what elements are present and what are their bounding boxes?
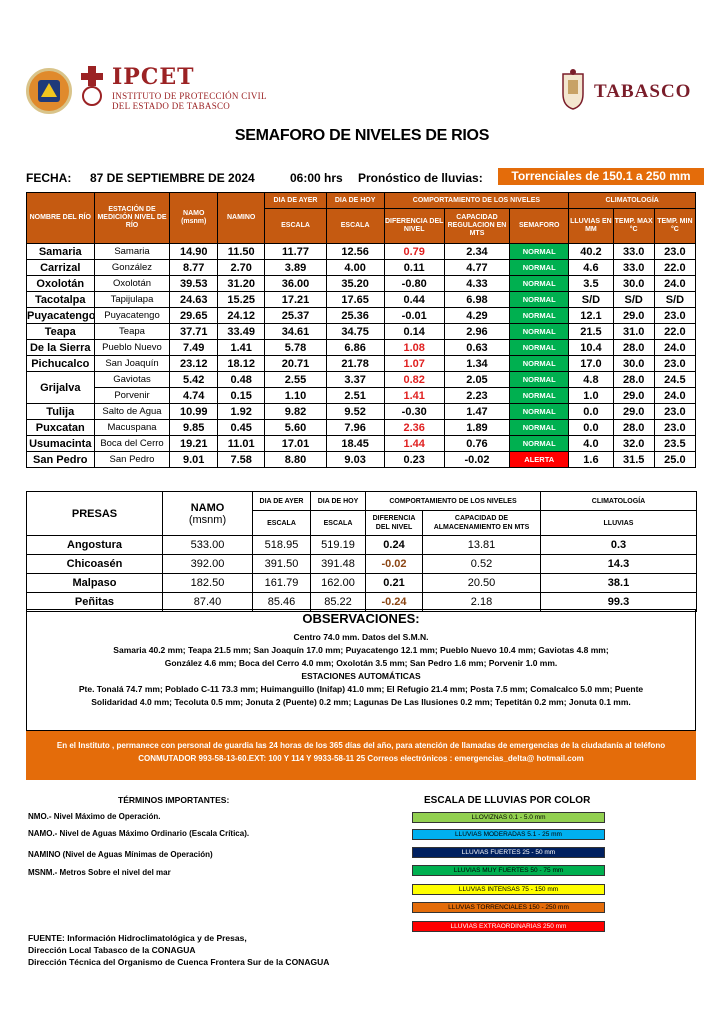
source-line: FUENTE: Información Hidroclimatológica y de Presas,	[28, 933, 247, 943]
river-namo-cell: 14.90	[170, 244, 217, 260]
dam-capacidad-cell: 2.18	[423, 593, 541, 612]
col-namo: NAMO (msnm)	[170, 193, 217, 244]
rain-scale-item: LLUVIAS EXTRAORDINARIAS 250 mm	[412, 921, 605, 932]
river-semaforo-cell: NORMAL	[510, 420, 569, 436]
river-escala-ayer-cell: 17.21	[265, 292, 326, 308]
dam-diferencia-cell: -0.24	[366, 593, 423, 612]
river-escala-ayer-cell: 5.78	[265, 340, 326, 356]
dam-row	[27, 574, 697, 593]
river-escala-ayer-cell: 11.77	[265, 244, 326, 260]
dam-lluvia-cell: 38.1	[541, 574, 697, 593]
institute-contact-line: CONMUTADOR 993-58-13-60.EXT: 100 Y 114 Y 9933-58-11 25 Correos electrónicos : emergencias_delta@ hotmail.com	[138, 754, 584, 763]
river-escala-hoy-cell: 18.45	[326, 436, 384, 452]
dam-diferencia-cell: -0.02	[366, 555, 423, 574]
river-rio-cell: De la Sierra	[27, 340, 95, 356]
fecha-value: 87 DE SEPTIEMBRE DE 2024	[90, 171, 255, 185]
rain-scale-title: ESCALA DE LLUVIAS POR COLOR	[424, 795, 591, 806]
river-tmin-cell: 24.0	[654, 276, 695, 292]
obs-line: Centro 74.0 mm. Datos del S.M.N.	[293, 632, 429, 642]
river-station-cell: Oxolotán	[94, 276, 170, 292]
dam-name-cell: Malpaso	[27, 574, 163, 593]
river-namino-cell: 0.48	[217, 372, 264, 388]
river-semaforo-cell: NORMAL	[510, 324, 569, 340]
river-lluvia-cell: 0.0	[569, 404, 613, 420]
river-escala-hoy-cell: 7.96	[326, 420, 384, 436]
dam-namo-cell: 182.50	[163, 574, 253, 593]
river-lluvia-cell: 40.2	[569, 244, 613, 260]
dam-name-cell: Peñitas	[27, 593, 163, 612]
river-semaforo-cell: NORMAL	[510, 372, 569, 388]
dam-lluvia-cell: 14.3	[541, 555, 697, 574]
river-capacidad-cell: 0.76	[444, 436, 509, 452]
presas-col-dia-hoy: DIA DE HOY	[311, 492, 366, 511]
river-tmin-cell: 24.5	[654, 372, 695, 388]
document-title: SEMAFORO DE NIVELES DE RIOS	[234, 127, 490, 144]
ipcet-seal-logo	[26, 68, 72, 114]
col-capacidad: CAPACIDAD REGULACION EN MTS	[444, 209, 509, 244]
ipcet-emblem-icon	[78, 64, 106, 110]
terms-title: TÉRMINOS IMPORTANTES:	[118, 795, 230, 805]
river-station-cell: Puyacatengo	[94, 308, 170, 324]
river-row	[27, 404, 696, 420]
river-tmin-cell: 23.0	[654, 308, 695, 324]
river-escala-ayer-cell: 20.71	[265, 356, 326, 372]
presas-col-escala-hoy: ESCALA	[311, 511, 366, 536]
dam-capacidad-cell: 0.52	[423, 555, 541, 574]
river-row	[27, 292, 696, 308]
col-namino: NAMINO	[217, 193, 264, 244]
river-escala-ayer-cell: 5.60	[265, 420, 326, 436]
term-item: NAMINO (Nivel de Aguas Mínimas de Operación)	[28, 850, 213, 859]
presas-col-comportamiento: COMPORTAMIENTO DE LOS NIVELES	[366, 492, 541, 511]
river-lluvia-cell: 4.0	[569, 436, 613, 452]
river-tmin-cell: S/D	[654, 292, 695, 308]
river-rio-cell: Usumacinta	[27, 436, 95, 452]
river-escala-hoy-cell: 12.56	[326, 244, 384, 260]
river-semaforo-cell: NORMAL	[510, 260, 569, 276]
river-rio-cell: Oxolotán	[27, 276, 95, 292]
river-rio-cell: Tulija	[27, 404, 95, 420]
hora-value: 06:00 hrs	[290, 171, 343, 185]
dam-escala-ayer-cell: 391.50	[253, 555, 311, 574]
dam-lluvia-cell: 0.3	[541, 536, 697, 555]
col-diferencia: DIFERENCIA DEL NIVEL	[384, 209, 444, 244]
river-escala-hoy-cell: 4.00	[326, 260, 384, 276]
river-station-cell: San Pedro	[94, 452, 170, 468]
river-tmax-cell: 29.0	[613, 404, 654, 420]
dam-lluvia-cell: 99.3	[541, 593, 697, 612]
presas-col-lluvias: LLUVIAS	[541, 511, 697, 536]
river-namo-cell: 19.21	[170, 436, 217, 452]
river-namo-cell: 4.74	[170, 388, 217, 404]
river-capacidad-cell: 1.89	[444, 420, 509, 436]
presas-col-dia-ayer: DIA DE AYER	[253, 492, 311, 511]
col-dia-hoy: DIA DE HOY	[326, 193, 384, 209]
col-dia-ayer: DIA DE AYER	[265, 193, 326, 209]
river-escala-hoy-cell: 17.65	[326, 292, 384, 308]
river-capacidad-cell: 6.98	[444, 292, 509, 308]
page-header	[24, 64, 700, 114]
river-namo-cell: 29.65	[170, 308, 217, 324]
rivers-table	[26, 192, 696, 468]
river-diferencia-cell: -0.30	[384, 404, 444, 420]
river-namo-cell: 24.63	[170, 292, 217, 308]
col-escala-ayer: ESCALA	[265, 209, 326, 244]
river-capacidad-cell: 4.29	[444, 308, 509, 324]
river-rio-cell: San Pedro	[27, 452, 95, 468]
obs-line: Pte. Tonalá 74.7 mm; Poblado C-11 73.3 mm; Huimanguillo (Inifap) 41.0 mm; El Refugio 21.4 mm; Posta 7.5 mm; Comalcalco 5.0 mm; Puente	[78, 684, 644, 694]
river-semaforo-cell: NORMAL	[510, 244, 569, 260]
river-rio-cell: Grijalva	[27, 372, 95, 404]
river-namino-cell: 18.12	[217, 356, 264, 372]
river-rio-cell: Tacotalpa	[27, 292, 95, 308]
river-station-cell: Boca del Cerro	[94, 436, 170, 452]
river-station-cell: Porvenir	[94, 388, 170, 404]
river-station-cell: Gaviotas	[94, 372, 170, 388]
river-tmax-cell: 28.0	[613, 420, 654, 436]
river-capacidad-cell: 0.63	[444, 340, 509, 356]
river-lluvia-cell: 12.1	[569, 308, 613, 324]
date-row	[26, 171, 696, 187]
river-semaforo-cell: ALERTA	[510, 452, 569, 468]
river-tmin-cell: 23.5	[654, 436, 695, 452]
river-row	[27, 340, 696, 356]
river-semaforo-cell: NORMAL	[510, 276, 569, 292]
river-semaforo-cell: NORMAL	[510, 356, 569, 372]
river-station-cell: Salto de Agua	[94, 404, 170, 420]
river-rio-cell: Samaria	[27, 244, 95, 260]
presas-label: PRESAS	[27, 492, 163, 536]
col-tmax: TEMP. MAX °C	[613, 209, 654, 244]
river-row	[27, 324, 696, 340]
river-namino-cell: 15.25	[217, 292, 264, 308]
river-diferencia-cell: 0.79	[384, 244, 444, 260]
col-estacion: ESTACIÓN DE MEDICIÓN NIVEL DE RÍO	[94, 193, 170, 244]
river-rio-cell: Puxcatan	[27, 420, 95, 436]
river-station-cell: Macuspana	[94, 420, 170, 436]
river-station-cell: Teapa	[94, 324, 170, 340]
col-semaforo: SEMAFORO	[510, 209, 569, 244]
pronostico-label: Pronóstico de lluvias:	[358, 171, 483, 185]
river-capacidad-cell: 2.05	[444, 372, 509, 388]
rain-scale-item: LLUVIAS MODERADAS 5.1 - 25 mm	[412, 829, 605, 840]
dam-namo-cell: 533.00	[163, 536, 253, 555]
river-escala-ayer-cell: 17.01	[265, 436, 326, 452]
dam-escala-ayer-cell: 161.79	[253, 574, 311, 593]
river-escala-hoy-cell: 34.75	[326, 324, 384, 340]
river-diferencia-cell: 1.07	[384, 356, 444, 372]
river-rio-cell: Carrizal	[27, 260, 95, 276]
river-row	[27, 452, 696, 468]
river-tmin-cell: 23.0	[654, 420, 695, 436]
river-row	[27, 388, 696, 404]
river-semaforo-cell: NORMAL	[510, 388, 569, 404]
institute-contact-box	[26, 731, 696, 780]
river-lluvia-cell: 4.8	[569, 372, 613, 388]
river-station-cell: Pueblo Nuevo	[94, 340, 170, 356]
river-escala-ayer-cell: 3.89	[265, 260, 326, 276]
river-row	[27, 260, 696, 276]
dam-diferencia-cell: 0.24	[366, 536, 423, 555]
river-tmax-cell: S/D	[613, 292, 654, 308]
dam-row	[27, 536, 697, 555]
river-namino-cell: 7.58	[217, 452, 264, 468]
river-namo-cell: 5.42	[170, 372, 217, 388]
river-station-cell: San Joaquín	[94, 356, 170, 372]
river-escala-ayer-cell: 1.10	[265, 388, 326, 404]
presas-col-capacidad: CAPACIDAD DE ALMACENAMIENTO EN MTS	[423, 511, 541, 536]
river-namino-cell: 1.41	[217, 340, 264, 356]
dam-name-cell: Chicoasén	[27, 555, 163, 574]
term-item: NAMO.- Nivel de Aguas Máximo Ordinario (Escala Crítica).	[28, 829, 250, 838]
dam-name-cell: Angostura	[27, 536, 163, 555]
river-lluvia-cell: 1.6	[569, 452, 613, 468]
river-semaforo-cell: NORMAL	[510, 436, 569, 452]
river-rio-cell: Puyacatengo	[27, 309, 96, 322]
river-capacidad-cell: 2.23	[444, 388, 509, 404]
observations-box	[26, 609, 696, 731]
tabasco-shield-icon	[559, 68, 587, 110]
obs-line: ESTACIONES AUTOMÁTICAS	[301, 671, 421, 681]
river-namino-cell: 11.50	[217, 244, 264, 260]
river-diferencia-cell: 0.44	[384, 292, 444, 308]
river-namo-cell: 10.99	[170, 404, 217, 420]
river-semaforo-cell: NORMAL	[510, 308, 569, 324]
river-diferencia-cell: 2.36	[384, 420, 444, 436]
presas-namo-label: NAMO (msnm)	[163, 492, 253, 536]
river-tmin-cell: 23.0	[654, 404, 695, 420]
river-namino-cell: 33.49	[217, 324, 264, 340]
river-capacidad-cell: 4.77	[444, 260, 509, 276]
term-item: NMO.- Nivel Máximo de Operación.	[28, 812, 161, 821]
dam-namo-cell: 87.40	[163, 593, 253, 612]
dam-escala-hoy-cell: 162.00	[311, 574, 366, 593]
river-namo-cell: 8.77	[170, 260, 217, 276]
river-namo-cell: 23.12	[170, 356, 217, 372]
source-block	[28, 932, 329, 968]
dams-table	[26, 491, 697, 612]
dam-capacidad-cell: 20.50	[423, 574, 541, 593]
river-tmin-cell: 24.0	[654, 388, 695, 404]
river-capacidad-cell: -0.02	[444, 452, 509, 468]
river-tmax-cell: 28.0	[613, 340, 654, 356]
term-item: MSNM.- Metros Sobre el nivel del mar	[28, 868, 171, 877]
dam-namo-cell: 392.00	[163, 555, 253, 574]
river-escala-ayer-cell: 34.61	[265, 324, 326, 340]
river-escala-ayer-cell: 36.00	[265, 276, 326, 292]
presas-col-diferencia: DIFERENCIA DEL NIVEL	[366, 511, 423, 536]
river-diferencia-cell: 1.44	[384, 436, 444, 452]
fecha-label: FECHA:	[26, 171, 72, 185]
river-tmin-cell: 25.0	[654, 452, 695, 468]
dam-capacidad-cell: 13.81	[423, 536, 541, 555]
org-title: IPCET	[112, 64, 195, 90]
river-diferencia-cell: 0.11	[384, 260, 444, 276]
river-diferencia-cell: 0.14	[384, 324, 444, 340]
dam-row	[27, 555, 697, 574]
river-escala-hoy-cell: 2.51	[326, 388, 384, 404]
pronostico-value: Torrenciales de 150.1 a 250 mm	[498, 168, 704, 185]
river-tmax-cell: 31.5	[613, 452, 654, 468]
dam-escala-ayer-cell: 518.95	[253, 536, 311, 555]
river-escala-hoy-cell: 6.86	[326, 340, 384, 356]
river-escala-hoy-cell: 25.36	[326, 308, 384, 324]
river-namo-cell: 9.01	[170, 452, 217, 468]
obs-line: Solidaridad 4.0 mm; Tecoluta 0.5 mm; Jonuta 2 (Puente) 0.2 mm; Lagunas De Las Ilusiones 0.2 mm; Tepetitán 0.2 mm; Jonuta 0.1 mm.	[91, 697, 631, 707]
river-tmax-cell: 32.0	[613, 436, 654, 452]
obs-line: Samaria 40.2 mm; Teapa 21.5 mm; San Joaquín 17.0 mm; Puyacatengo 12.1 mm; Pueblo Nuevo 10.4 mm; Gaviotas 4.8 mm;	[113, 645, 609, 655]
institute-line: En el Instituto , permanece con personal de guardia las 24 horas de los 365 días del año, para atención de llamadas de emergencias de la ciudadanía al teléfono	[56, 741, 666, 750]
river-namino-cell: 2.70	[217, 260, 264, 276]
river-namino-cell: 0.45	[217, 420, 264, 436]
org-subtitle: INSTITUTO DE PROTECCIÓN CIVIL DEL ESTADO DE TABASCO	[112, 91, 267, 111]
river-escala-hoy-cell: 9.52	[326, 404, 384, 420]
river-escala-ayer-cell: 8.80	[265, 452, 326, 468]
river-tmin-cell: 23.0	[654, 244, 695, 260]
dam-escala-hoy-cell: 391.48	[311, 555, 366, 574]
rain-scale-item: LLOVIZNAS 0.1 - 5.0 mm	[412, 812, 605, 823]
river-escala-ayer-cell: 9.82	[265, 404, 326, 420]
river-rio-cell: Teapa	[27, 324, 95, 340]
river-diferencia-cell: 0.23	[384, 452, 444, 468]
col-tmin: TEMP. MIN °C	[654, 209, 695, 244]
river-station-cell: Tapijulapa	[94, 292, 170, 308]
rain-scale-item: LLUVIAS TORRENCIALES 150 - 250 mm	[412, 902, 605, 913]
river-station-cell: González	[94, 260, 170, 276]
river-namo-cell: 39.53	[170, 276, 217, 292]
river-escala-ayer-cell: 2.55	[265, 372, 326, 388]
river-namo-cell: 9.85	[170, 420, 217, 436]
river-namino-cell: 0.15	[217, 388, 264, 404]
source-line: Dirección Técnica del Organismo de Cuenca Frontera Sur de la CONAGUA	[28, 957, 330, 967]
river-escala-hoy-cell: 3.37	[326, 372, 384, 388]
river-semaforo-cell: NORMAL	[510, 340, 569, 356]
river-diferencia-cell: -0.80	[384, 276, 444, 292]
river-station-cell: Samaria	[94, 244, 170, 260]
river-lluvia-cell: 17.0	[569, 356, 613, 372]
rain-scale-item: LLUVIAS FUERTES 25 - 50 mm	[412, 847, 605, 858]
river-diferencia-cell: 1.08	[384, 340, 444, 356]
rain-scale-item: LLUVIAS INTENSAS 75 - 150 mm	[412, 884, 605, 895]
river-escala-hoy-cell: 9.03	[326, 452, 384, 468]
river-escala-ayer-cell: 25.37	[265, 308, 326, 324]
river-tmax-cell: 33.0	[613, 260, 654, 276]
presas-col-climatologia: CLIMATOLOGÍA	[541, 492, 697, 511]
river-namino-cell: 11.01	[217, 436, 264, 452]
col-lluvias: LLUVIAS EN MM	[569, 209, 613, 244]
river-lluvia-cell: 3.5	[569, 276, 613, 292]
river-semaforo-cell: NORMAL	[510, 404, 569, 420]
river-namo-cell: 7.49	[170, 340, 217, 356]
river-tmax-cell: 29.0	[613, 388, 654, 404]
river-lluvia-cell: 21.5	[569, 324, 613, 340]
river-capacidad-cell: 2.34	[444, 244, 509, 260]
river-lluvia-cell: S/D	[569, 292, 613, 308]
river-tmax-cell: 31.0	[613, 324, 654, 340]
state-title: TABASCO	[594, 81, 692, 102]
source-line: Dirección Local Tabasco de la CONAGUA	[28, 945, 196, 955]
river-capacidad-cell: 1.47	[444, 404, 509, 420]
river-row	[27, 372, 696, 388]
observations-title: OBSERVACIONES:	[302, 611, 420, 626]
river-capacidad-cell: 4.33	[444, 276, 509, 292]
river-diferencia-cell: -0.01	[384, 308, 444, 324]
rain-scale-item: LLUVIAS MUY FUERTES 50 - 75 mm	[412, 865, 605, 876]
river-namino-cell: 24.12	[217, 308, 264, 324]
river-row	[27, 356, 696, 372]
river-row	[27, 276, 696, 292]
river-rio-cell: Pichucalco	[27, 356, 95, 372]
river-tmin-cell: 22.0	[654, 324, 695, 340]
river-escala-hoy-cell: 21.78	[326, 356, 384, 372]
river-tmax-cell: 29.0	[613, 308, 654, 324]
river-capacidad-cell: 2.96	[444, 324, 509, 340]
river-tmin-cell: 24.0	[654, 340, 695, 356]
dam-escala-hoy-cell: 519.19	[311, 536, 366, 555]
col-climatologia: CLIMATOLOGÍA	[569, 193, 696, 209]
river-tmax-cell: 30.0	[613, 276, 654, 292]
river-capacidad-cell: 1.34	[444, 356, 509, 372]
presas-col-escala-ayer: ESCALA	[253, 511, 311, 536]
river-escala-hoy-cell: 35.20	[326, 276, 384, 292]
river-tmax-cell: 33.0	[613, 244, 654, 260]
col-escala-hoy: ESCALA	[326, 209, 384, 244]
river-tmin-cell: 23.0	[654, 356, 695, 372]
river-namino-cell: 31.20	[217, 276, 264, 292]
river-lluvia-cell: 1.0	[569, 388, 613, 404]
dam-diferencia-cell: 0.21	[366, 574, 423, 593]
river-row	[27, 244, 696, 260]
river-lluvia-cell: 4.6	[569, 260, 613, 276]
river-namino-cell: 1.92	[217, 404, 264, 420]
river-row	[27, 420, 696, 436]
river-diferencia-cell: 0.82	[384, 372, 444, 388]
dam-escala-hoy-cell: 85.22	[311, 593, 366, 612]
river-row	[27, 308, 696, 324]
obs-line: González 4.6 mm; Boca del Cerro 4.0 mm; Oxolotán 3.5 mm; San Pedro 1.6 mm; Porvenir 1.0 mm.	[164, 658, 558, 668]
river-tmax-cell: 30.0	[613, 356, 654, 372]
river-semaforo-cell: NORMAL	[510, 292, 569, 308]
col-comportamiento: COMPORTAMIENTO DE LOS NIVELES	[384, 193, 569, 209]
dam-escala-ayer-cell: 85.46	[253, 593, 311, 612]
river-lluvia-cell: 10.4	[569, 340, 613, 356]
river-lluvia-cell: 0.0	[569, 420, 613, 436]
river-tmax-cell: 28.0	[613, 372, 654, 388]
river-row	[27, 436, 696, 452]
river-namo-cell: 37.71	[170, 324, 217, 340]
river-diferencia-cell: 1.41	[384, 388, 444, 404]
river-tmin-cell: 22.0	[654, 260, 695, 276]
col-rio: NOMBRE DEL RÍO	[27, 193, 95, 244]
